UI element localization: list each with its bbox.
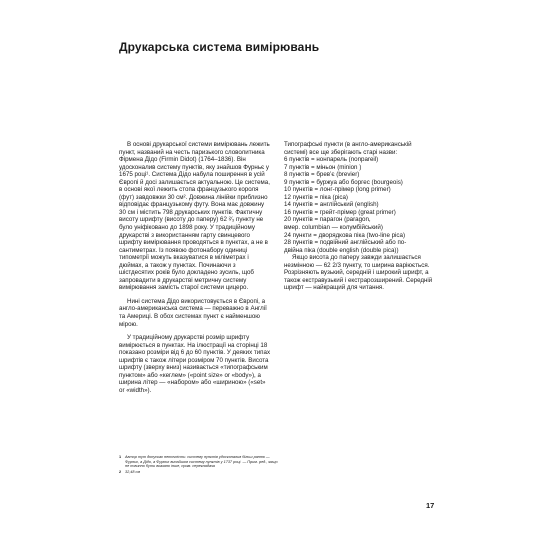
right-column — [284, 141, 434, 292]
footnote — [119, 470, 279, 475]
paragraph-width-variation: Якщо висота до паперу завжди залишається незмінною — 62 2/3 пункту, то ширина варіюється. Розрізняють вузький, середній і широкий шрифт, а також екстравузький і екстрарозширений. Середній шрифт — найкращий для читання. — [284, 254, 433, 292]
points-list-item: 10 пунктів = лонг-прімер (long primer) — [284, 186, 391, 194]
points-list-item: 16 пунктів = грейт-прімер (great primer) — [284, 208, 396, 216]
points-list-item: 28 пунктів = подвійний англійський або по- — [284, 239, 407, 247]
footnote-number: 2 — [119, 470, 122, 475]
footnote-text: Автор тут допускає неточність: систему пунктів удосконалив більш ранню — Фурньє, а Дідо, а Фурньє винайшов систему пунктів у 1737 році. — Прим. ред., якщо не повинно бути вказано інше, прим. перекладача — [125, 455, 278, 469]
points-list-item: 8 пунктів = бревʼє (brevier) — [284, 171, 360, 179]
points-list-item: 6 пунктів = нонпарель (nonpareil) — [284, 156, 379, 164]
paragraph-europe-america: Нині система Дідо використовується в Європі, а англо-американська система — переважно в Англії та Америці. В обох системах пункт є найменшою мірою. — [119, 297, 267, 328]
footnote — [119, 455, 279, 469]
paragraph-didot-system: В основі друкарської системи вимірювань лежить пункт, названий на честь паризького словолитника Фірмена Дідо (Firmin Didot) (1764–1836). Він удосконалив систему пунктів, яку знайшов Фурньє у 1675 році¹. Система Дідо набула поширення в усій Європі й досі залишається актуальною. Це система, в основі якої лежить стопа французького короля (фут) завдовжки 30 см². Довжина лінійки приблизно відповідає французькому футу. Вона має довжину 30 см і містить 798 друкарських пунктів. Фактичну висоту шрифту (висоту до паперу) 62 ²⁄₃ пункту не було уніфіковано до 1898 року. У традиційному друкарстві з використанням гарту свинцевого шрифту вимірювання проводяться в пунктах, а не в сантиметрах. Із появою фотонабору одиниці типометрії можуть вказуватися в міліметрах і дюймах, а також у пунктах. Починаючи з шістдесятих років було докладено зусиль, щоб запровадити в друкарстві метричну систему вимірювання замість старої системи цицеро. — [119, 141, 270, 292]
points-list-item: вмер. columbian — колумбійський) — [284, 224, 383, 232]
paragraph-font-size: У традиційному друкарстві розмір шрифту вимірюється в пунктах. На ілюстрації на сторінці 18 показано розміри від 6 до 60 пунктів. У деяких типах шрифтів є також літери розміром 70 пунктів. Висота шрифту (зверху вниз) називається «типографським пунктом» або «кеглем» («point size» or «body»), а ширина літер — «набором» або «шириною» («set» or «width»). — [119, 334, 271, 394]
page-number: 17 — [426, 501, 435, 510]
points-intro: Типографські пункти (в англо-американській системі) все ще зберігають старі назви: — [284, 141, 412, 156]
footnote-number: 1 — [119, 455, 122, 459]
points-list-item: 9 пунктів = буржуа або боргес (bourgeois) — [284, 178, 403, 186]
page-title: Друкарська система вимірювань — [119, 40, 320, 54]
footnotes — [119, 455, 279, 476]
points-list-item: 7 пунктів = міньон (minion ) — [284, 163, 362, 171]
points-list-item: 20 пунктів = парагон (paragon, — [284, 216, 371, 224]
left-column — [119, 141, 271, 395]
footnote-text: 32,48 см — [125, 470, 141, 475]
points-list-item: 24 пункти = дворядкова піка (two-line pica) — [284, 231, 406, 239]
points-list-item: двійна піка (double english (double pica)) — [284, 246, 399, 254]
points-list-item: 12 пунктів = піка (pica) — [284, 193, 348, 201]
points-list — [284, 156, 434, 254]
points-list-item: 14 пунктів = англійський (english) — [284, 201, 379, 209]
